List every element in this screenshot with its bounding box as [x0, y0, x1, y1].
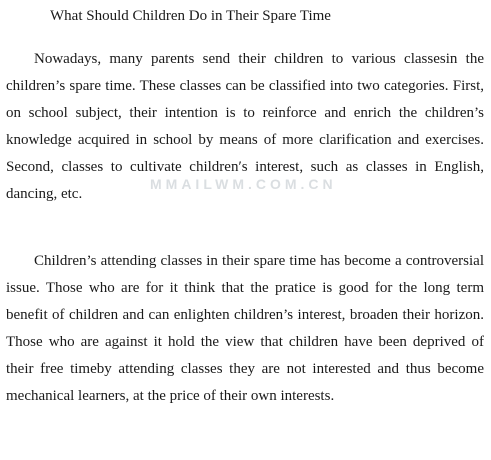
paragraph-1: Nowadays, many parents send their children to various classesin the children’s spare time. These classes can be classified into two categories. First, on school subject, their intention is to reinforce and enrich the children’s knowledge acquired in school by means of more clarification and exercises. Second, classes to cultivate children′s interest, such as classes in English, dancing, etc. — [6, 51, 484, 202]
paragraph-2: Children’s attending classes in their spare time has become a controversial issue. Those who are for it think that the pratice is good for the long term benefit of children and can enlighten children’s interest, broaden their horizon. Those who are against it hold the view that children have been deprived of their free timeby attending classes they are not interested and thus become mechanical learners, at the price of their own interests. — [6, 253, 484, 404]
essay-title: What Should Children Do in Their Spare Time — [50, 8, 331, 24]
watermark: MMAILWM.COM.CN — [150, 176, 337, 192]
